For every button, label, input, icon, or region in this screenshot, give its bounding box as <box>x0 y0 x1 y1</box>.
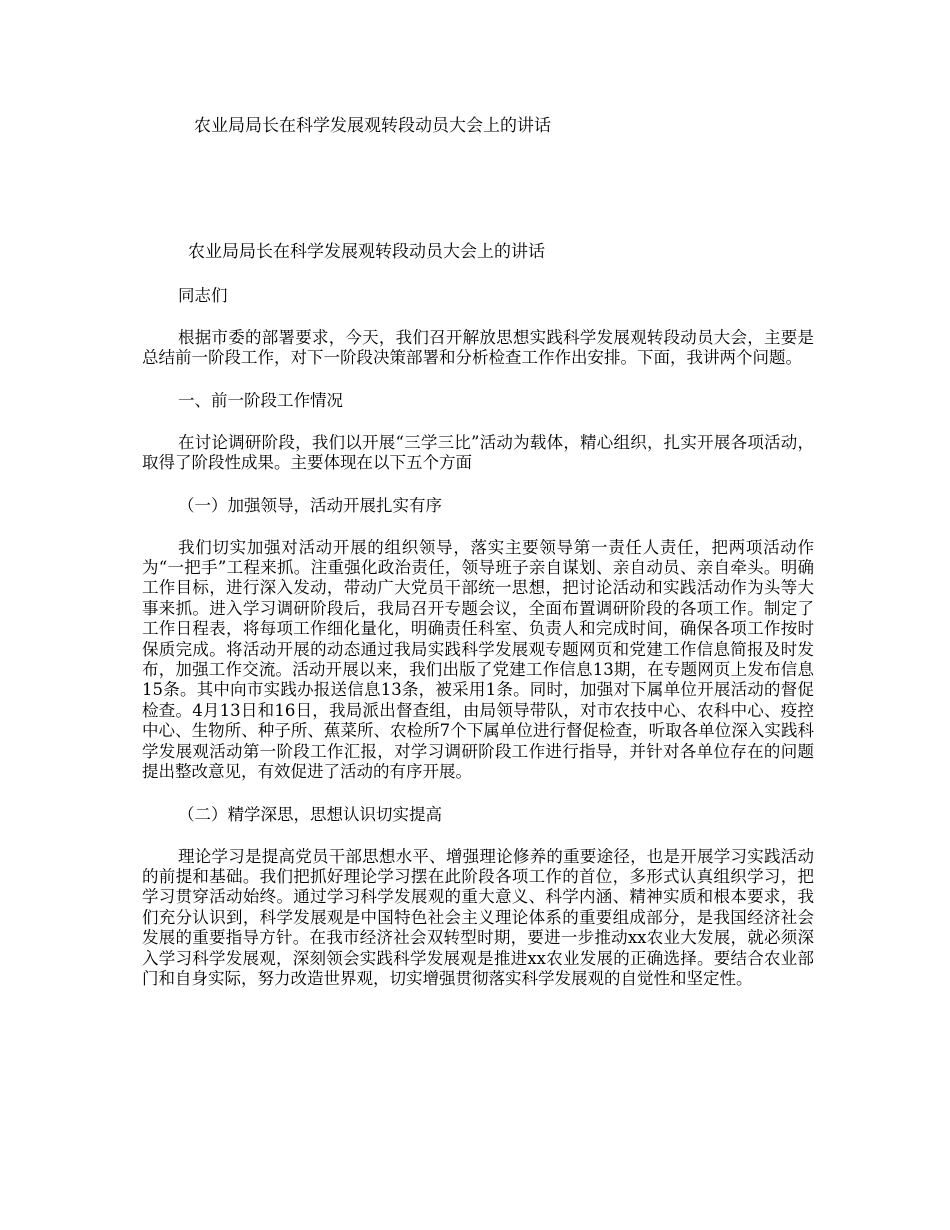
subsection-2-paragraph: 理论学习是提高党员干部思想水平、增强理论修养的重要途径，也是开展学习实践活动的前提和基础。我们把抓好理论学习摆在此阶段各项工作的首位，多形式认真组织学习，把学习贯穿活动始终。通过学习科学发展观的重大意义、科学内涵、精神实质和根本要求，我们充分认识到，科学发展观是中国特色社会主义理论体系的重要组成部分，是我国经济社会发展的重要指导方针。在我市经济社会双转型时期，要进一步推动xx农业大发展，就必须深入学习科学发展观，深刻领会实践科学发展观是推进xx农业发展的正确选择。要结合农业部门和自身实际，努力改造世界观，切实增强贯彻落实科学发展观的自觉性和坚定性。 <box>142 846 814 988</box>
salutation: 同志们 <box>178 286 228 305</box>
document-body <box>142 240 814 1009</box>
document-title: 农业局局长在科学发展观转段动员大会上的讲话 <box>188 242 545 262</box>
subsection-1-paragraph: 我们切实加强对活动开展的组织领导，落实主要领导第一责任人责任，把两项活动作为“一把手”工程来抓。注重强化政治责任，领导班子亲自谋划、亲自动员、亲自牵头。明确工作目标，进行深入发动，带动广大党员干部统一思想，把讨论活动和实践活动作为头等大事来抓。进入学习调研阶段后，我局召开专题会议，全面布置调研阶段的各项工作。制定了工作日程表，将每项工作细化量化，明确责任科室、负责人和完成时间，确保各项工作按时保质完成。将活动开展的动态通过我局实践科学发展观专题网页和党建工作信息简报及时发布，加强工作交流。活动开展以来，我们出版了党建工作信息13期，在专题网页上发布信息15条。其中向市实践办报送信息13条，被采用1条。同时，加强对下属单位开展活动的督促检查。4月13日和16日，我局派出督查组，由局领导带队，对市农技中心、农科中心、疫控中心、生物所、种子所、蕉菜所、农检所7个下属单位进行督促检查，听取各单位深入实践科学发展观活动第一阶段工作汇报，对学习调研阶段工作进行指导，并针对各单位存在的问题提出整改意见，有效促进了活动的有序开展。 <box>142 537 814 782</box>
section-heading-1: 一、前一阶段工作情况 <box>178 390 343 410</box>
intro-paragraph: 根据市委的部署要求，今天，我们召开解放思想实践科学发展观转段动员大会，主要是总结前一阶段工作，对下一阶段决策部署和分析检查工作作出安排。下面，我讲两个问题。 <box>142 328 814 368</box>
subsection-heading-1: （一）加强领导，活动开展扎实有序 <box>178 495 442 515</box>
section-1-intro-paragraph: 在讨论调研阶段，我们以开展“三学三比”活动为载体，精心组织，扎实开展各项活动，取得了阶段性成果。主要体现在以下五个方面 <box>142 432 814 473</box>
subsection-heading-2: （二）精学深思，思想认识切实提高 <box>178 804 442 824</box>
page-header-title: 农业局局长在科学发展观转段动员大会上的讲话 <box>194 116 551 136</box>
